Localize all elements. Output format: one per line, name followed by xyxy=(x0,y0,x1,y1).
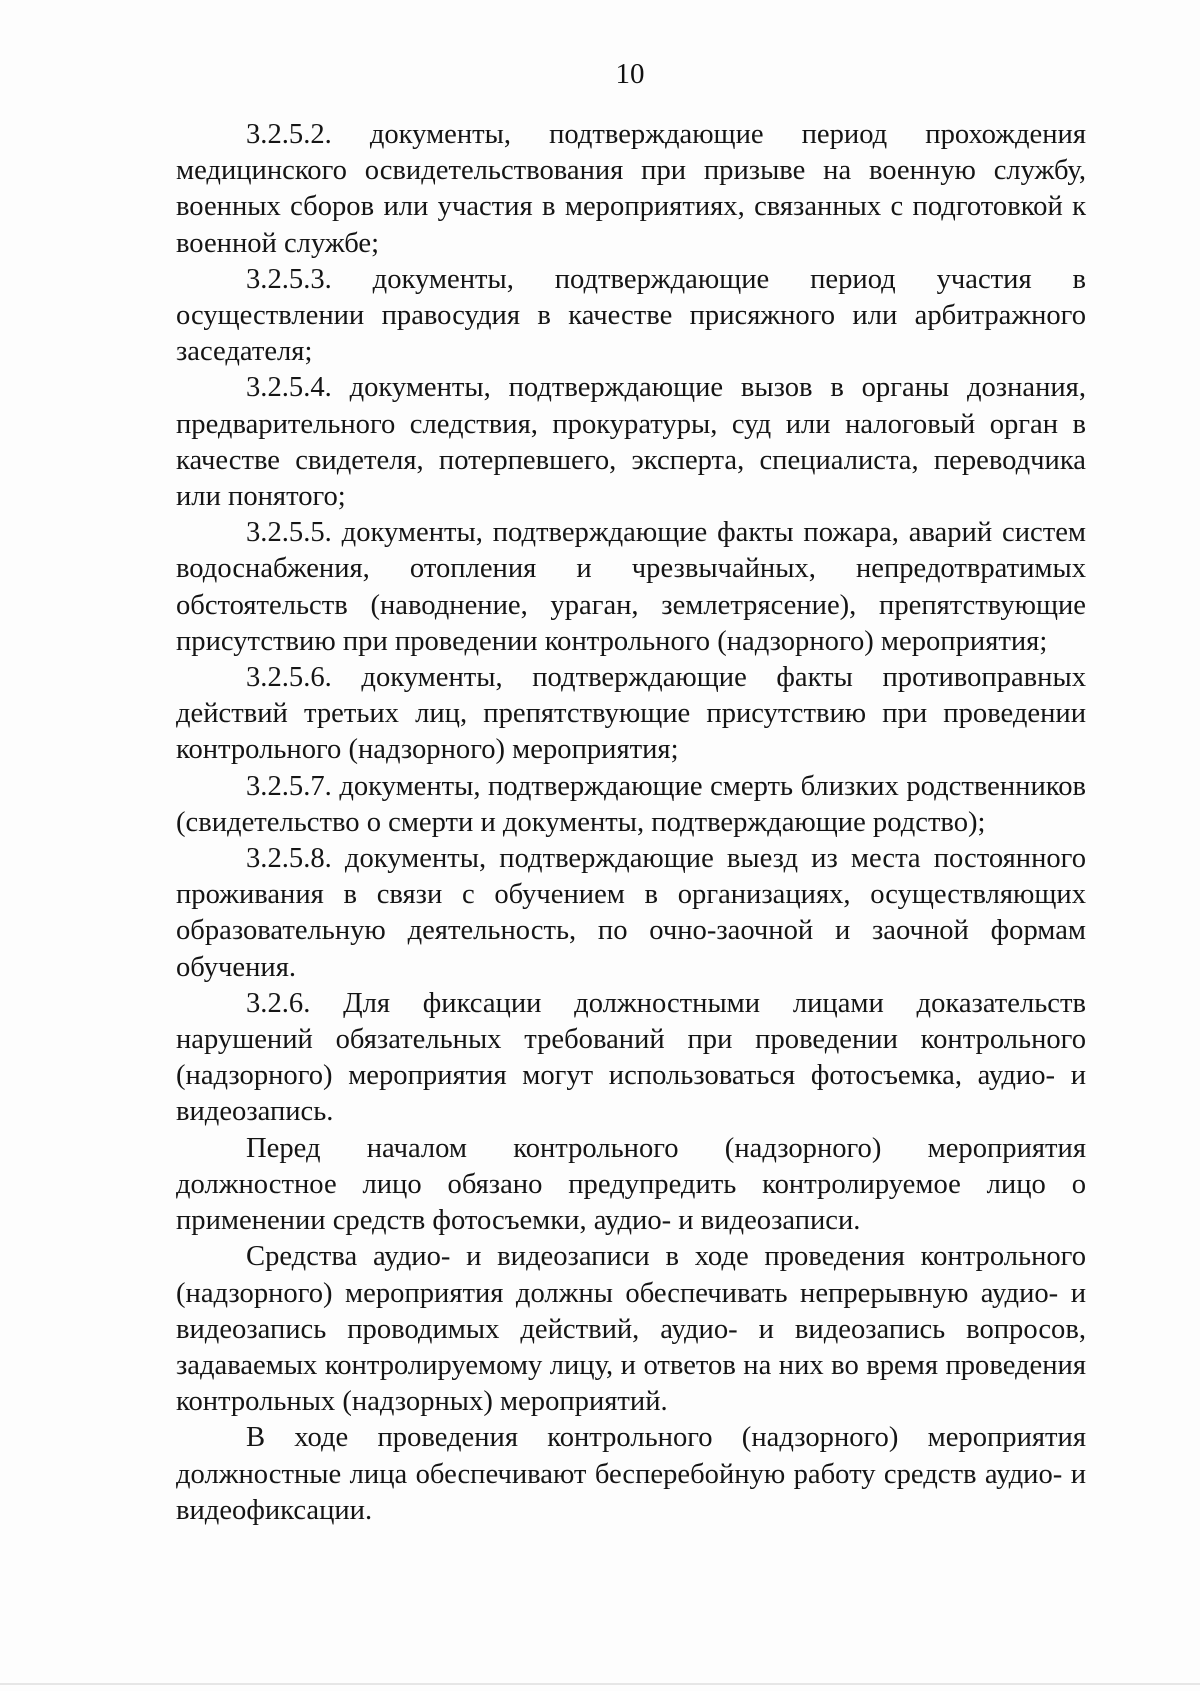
scan-edge-line xyxy=(0,1683,1200,1685)
paragraph-3-2-5-6: 3.2.5.6. документы, подтверждающие факты противоправных действий третьих лиц, препятствующие присутствию при проведении контрольного (надзорного) мероприятия; xyxy=(176,662,1086,766)
paragraph-recording-requirements: Средства аудио- и видеозаписи в ходе проведения контрольного (надзорного) мероприятия должны обеспечивать непрерывную аудио- и видеозапись проводимых действий, аудио- и видеозапись вопросов, задаваемых контролируемому лицу, и ответов на них во время проведения контрольных (надзорных) мероприятий. xyxy=(176,1241,1086,1418)
paragraph-3-2-5-5: 3.2.5.5. документы, подтверждающие факты пожара, аварий систем водоснабжения, отопления и чрезвычайных, непредотвратимых обстоятельств (наводнение, ураган, землетрясение), препятствующие присутствию при проведении контрольного (надзорного) мероприятия; xyxy=(176,517,1086,657)
paragraph-3-2-6: 3.2.6. Для фиксации должностными лицами доказательств нарушений обязательных требований при проведении контрольного (надзорного) мероприятия могут использоваться фотосъемка, аудио- и видеозапись. xyxy=(176,987,1086,1128)
document-body xyxy=(176,117,1086,1529)
paragraph-warning-before-recording: Перед началом контрольного (надзорного) мероприятия должностное лицо обязано предупредить контролируемое лицо о применении средств фотосъемки, аудио- и видеозаписи. xyxy=(176,1132,1086,1237)
page-number: 10 xyxy=(615,58,645,90)
paragraph-3-2-5-4: 3.2.5.4. документы, подтверждающие вызов в органы дознания, предварительного следствия, прокуратуры, суд или налоговый орган в качестве свидетеля, потерпевшего, эксперта, специалиста, переводчика или понятого; xyxy=(176,372,1086,513)
paragraph-3-2-5-3: 3.2.5.3. документы, подтверждающие период участия в осуществлении правосудия в качестве присяжного или арбитражного заседателя; xyxy=(176,263,1086,368)
paragraph-3-2-5-8: 3.2.5.8. документы, подтверждающие выезд из места постоянного проживания в связи с обучением в организациях, осуществляющих образовательную деятельность, по очно-заочной и заочной формам обучения. xyxy=(176,843,1086,983)
paragraph-uninterrupted-recording: В ходе проведения контрольного (надзорного) мероприятия должностные лица обеспечивают бесперебойную работу средств аудио- и видеофиксации. xyxy=(176,1422,1086,1526)
paragraph-3-2-5-7: 3.2.5.7. документы, подтверждающие смерть близких родственников (свидетельство о смерти и документы, подтверждающие родство); xyxy=(176,770,1086,838)
paragraph-3-2-5-2: 3.2.5.2. документы, подтверждающие период прохождения медицинского освидетельствования при призыве на военную службу, военных сборов или участия в мероприятиях, связанных с подготовкой к военной службе; xyxy=(176,119,1086,259)
